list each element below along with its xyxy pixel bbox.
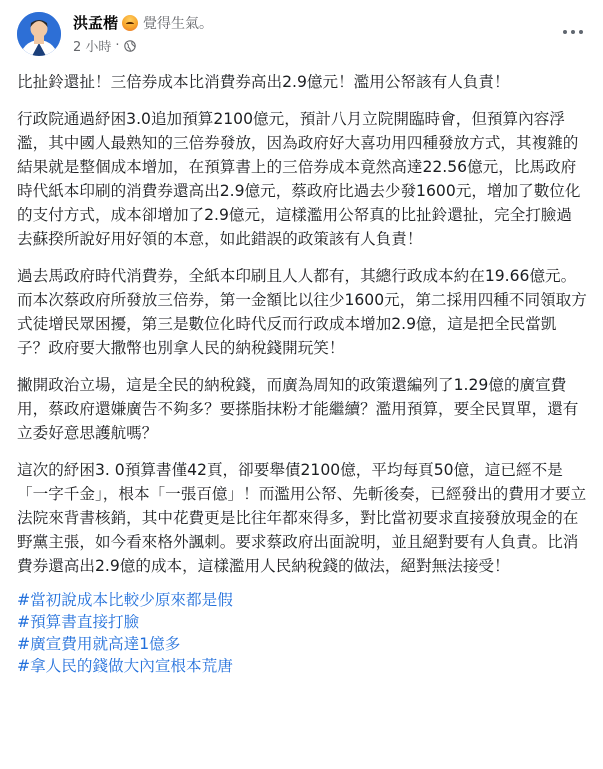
hashtag-link[interactable]: #廣宣費用就高達1億多 bbox=[17, 635, 181, 653]
avatar[interactable] bbox=[17, 12, 61, 56]
angry-face-icon bbox=[122, 15, 138, 31]
post-timestamp[interactable]: 2 小時 bbox=[73, 40, 112, 55]
more-options-icon-dot bbox=[571, 30, 575, 34]
more-options-icon-dot bbox=[579, 30, 583, 34]
feeling-text: 覺得生氣。 bbox=[143, 15, 214, 32]
post-paragraph: 這次的紓困3. 0預算書僅42頁，卻要舉債2100億，平均每頁50億，這已經不是「一字千金」，根本「一張百億」！而濫用公帑、先斬後奏，已經發出的費用才要立法院來背書核銷，其中花費更是比往年都來得多，對比當初要求直接發放現金的在野黨主張，如今看來格外諷刺。要求蔡政府出面說明，並且絕對要有人負責。比消費券還高出2.9億的成本，這樣濫用人民納稅錢的做法，絕對無法接受！ bbox=[17, 461, 587, 575]
author-name[interactable]: 洪孟楷 bbox=[73, 14, 119, 32]
globe-icon[interactable] bbox=[124, 40, 136, 52]
more-options-icon bbox=[563, 30, 567, 34]
hashtag-link[interactable]: #預算書直接打臉 bbox=[17, 613, 140, 631]
post-paragraph: 比扯鈴還扯！三倍券成本比消費券高出2.9億元！濫用公帑該有人負責！ bbox=[17, 73, 510, 91]
post-paragraph: 行政院通過紓困3.0追加預算2100億元，預計八月立院開臨時會，但預算內容浮濫，其中國人最熟知的三倍券發放，因為政府好大喜功用四種發放方式，其複雜的結果就是整個成本增加，在預算書上的三倍券成本竟然高達22.56億元，比馬政府時代紙本印刷的消費券還高出2.9億元，蔡政府比過去少發1600元，增加了數位化的支付方式，成本卻增加了2.9億元，這樣濫用公帑真的比扯鈴還扯，完全打臉過去蘇揆所說好用好領的本意，如此錯誤的政策該有人負責！ bbox=[17, 110, 581, 248]
avatar-image bbox=[17, 12, 61, 56]
post-paragraph: 過去馬政府時代消費券，全紙本印刷且人人都有，其總行政成本約在19.66億元。而本次蔡政府所發放三倍券，第一金額比以往少1600元，第二採用四種不同領取方式徒增民眾困擾，第三是數位化時代反而行政成本增加2.9億，這是把全民當凱子？政府要大撒幣也別拿人民的納稅錢開玩笑！ bbox=[17, 267, 587, 357]
hashtag-link[interactable]: #當初說成本比較少原來都是假 bbox=[17, 591, 233, 609]
hashtag-link[interactable]: #拿人民的錢做大內宣根本荒唐 bbox=[17, 657, 233, 675]
meta-separator: · bbox=[115, 38, 120, 53]
post-paragraph: 撇開政治立場，這是全民的納稅錢，而廣為周知的政策還編列了1.29億的廣宣費用，蔡政府還嫌廣告不夠多？要搽脂抹粉才能繼續？濫用預算，要全民買單，還有立委好意思護航嗎？ bbox=[17, 376, 579, 442]
post-header bbox=[0, 0, 603, 68]
hashtag-list bbox=[17, 589, 587, 677]
more-options-button[interactable] bbox=[555, 20, 591, 44]
post-body bbox=[17, 70, 587, 677]
post-meta bbox=[73, 36, 136, 55]
author-line bbox=[73, 12, 213, 33]
